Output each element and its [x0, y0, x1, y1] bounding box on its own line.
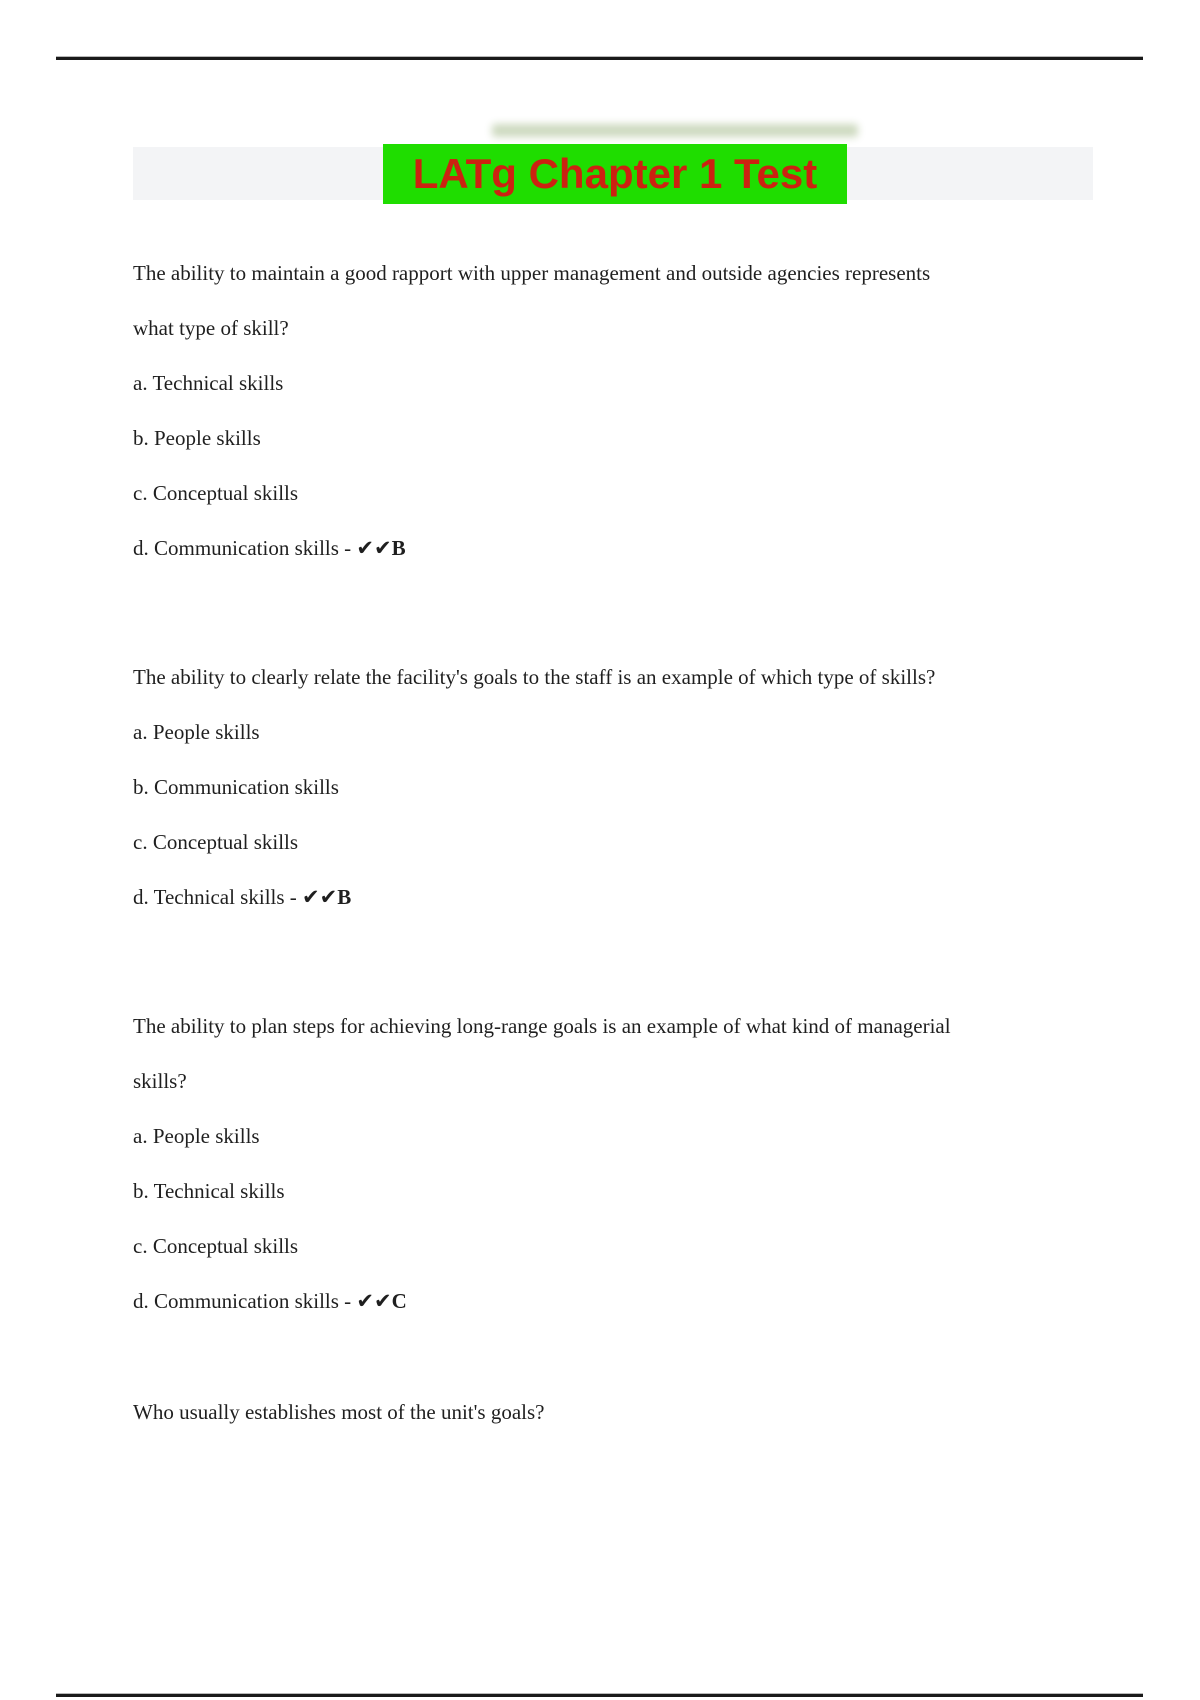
answer-option-text: a. People skills — [133, 1124, 260, 1148]
question-line-text: Who usually establishes most of the unit's goals? — [133, 1400, 545, 1424]
answer-option — [133, 1274, 1143, 1329]
question-text-line — [133, 246, 1143, 301]
answer-option-text: d. Communication skills - — [133, 536, 357, 560]
answer-option-text: c. Conceptual skills — [133, 1234, 299, 1258]
page-title: LATg Chapter 1 Test — [412, 150, 818, 197]
question-text-line — [133, 650, 1143, 705]
question-block-3 — [133, 999, 1143, 1329]
question-block-2 — [133, 650, 1143, 925]
answer-option-text: b. Technical skills — [133, 1179, 285, 1203]
answer-option — [133, 411, 1143, 466]
bottom-horizontal-rule — [56, 1694, 1143, 1697]
answer-option — [133, 870, 1143, 925]
answer-option — [133, 1219, 1143, 1274]
question-text-line — [133, 999, 1143, 1054]
title-highlight-box — [383, 144, 847, 204]
answer-option-text: b. People skills — [133, 426, 261, 450]
answer-option — [133, 705, 1143, 760]
title-ghost-artifact — [492, 124, 858, 137]
answer-option-text: c. Conceptual skills — [133, 830, 299, 854]
answer-option — [133, 760, 1143, 815]
question-line-text: what type of skill? — [133, 316, 289, 340]
answer-marker: ✔✔C — [356, 1289, 407, 1313]
answer-option-text: b. Communication skills — [133, 775, 339, 799]
answer-option-text: c. Conceptual skills — [133, 481, 299, 505]
answer-marker: ✔✔B — [356, 536, 406, 560]
question-text-line — [133, 1054, 1143, 1109]
document-content — [133, 246, 1143, 1440]
question-line-text: The ability to maintain a good rapport with upper management and outside agencies represents — [133, 261, 931, 285]
answer-option — [133, 1109, 1143, 1164]
question-text-line — [133, 301, 1143, 356]
answer-option — [133, 815, 1143, 870]
answer-marker: ✔✔B — [302, 885, 352, 909]
answer-option — [133, 466, 1143, 521]
question-line-text: The ability to plan steps for achieving long-range goals is an example of what kind of managerial — [133, 1014, 951, 1038]
answer-option — [133, 1164, 1143, 1219]
answer-option-text: a. People skills — [133, 720, 260, 744]
answer-option — [133, 356, 1143, 411]
top-horizontal-rule — [56, 57, 1143, 60]
question-block-1 — [133, 246, 1143, 576]
question-line-text: The ability to clearly relate the facility's goals to the staff is an example of which type of skills? — [133, 665, 936, 689]
answer-option — [133, 521, 1143, 576]
answer-option-text: d. Technical skills - — [133, 885, 303, 909]
question-text-line — [133, 1385, 1143, 1440]
answer-option-text: d. Communication skills - — [133, 1289, 357, 1313]
answer-option-text: a. Technical skills — [133, 371, 284, 395]
question-line-text: skills? — [133, 1069, 187, 1093]
question-block-4 — [133, 1385, 1143, 1440]
